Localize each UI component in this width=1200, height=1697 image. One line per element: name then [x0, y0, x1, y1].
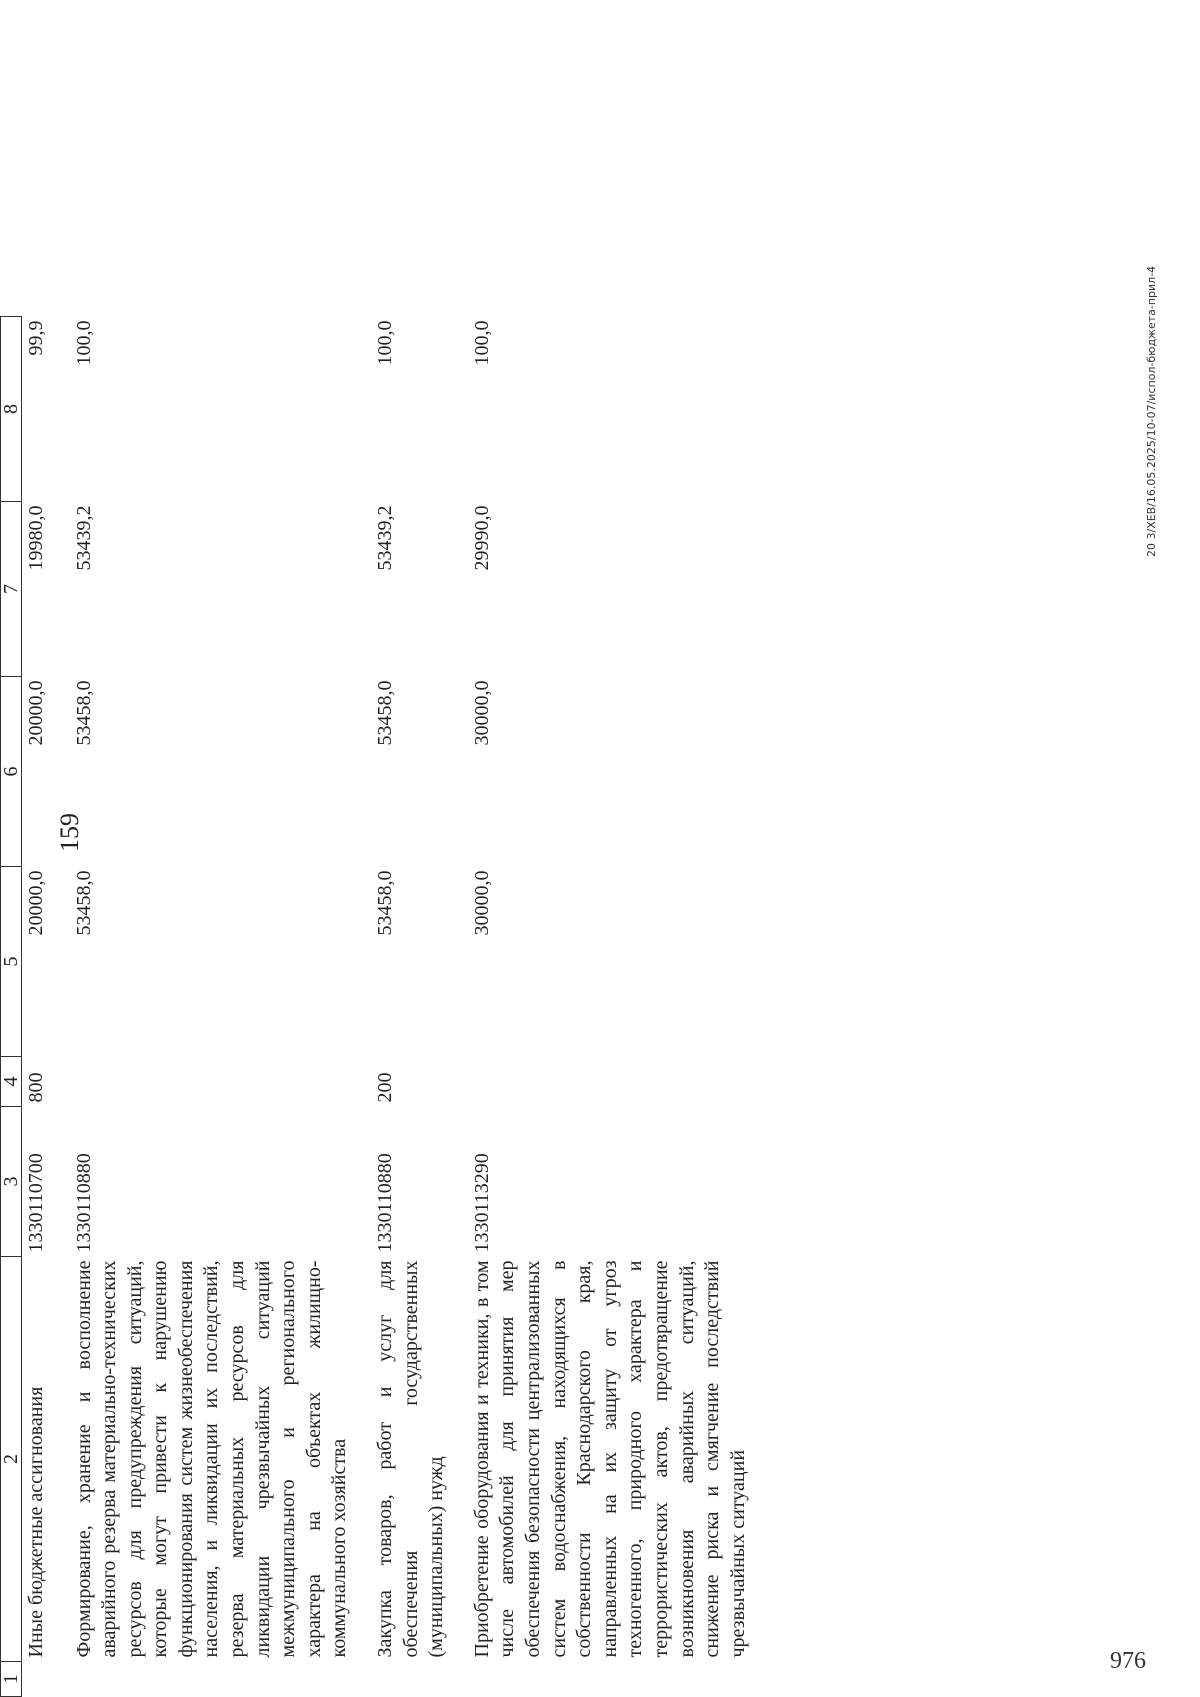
header-col-4: 4: [1, 1057, 22, 1107]
cell-name: Закупка товаров, работ и услуг для обеспечения государственных (муниципальных) нужд: [374, 1260, 448, 1658]
cell-value-5: 53458,0: [72, 870, 95, 936]
footer-document-code: 20 3/XEB/16.05.2025/10-07/испол-бюджета-прил-4: [1145, 265, 1158, 557]
cell-value-5: 53458,0: [374, 870, 397, 936]
cell-value-7: 53439,2: [72, 505, 95, 571]
cell-value-8: 100,0: [72, 320, 95, 366]
sheet-number: 976: [1110, 1648, 1146, 1674]
table-row: [22, 317, 70, 1697]
cell-type: [70, 1057, 372, 1107]
cell-value-6: 20000,0: [25, 680, 47, 746]
header-col-7: 7: [1, 502, 22, 677]
page-number: 159: [55, 813, 84, 852]
cell-name: Иные бюджетные ассигнования: [25, 1386, 47, 1658]
cell-value-7: 19980,0: [25, 505, 47, 571]
table-row: [371, 317, 468, 1697]
cell-index: [70, 1662, 372, 1697]
cell-value-5: 20000,0: [25, 870, 47, 936]
cell-value-6: 30000,0: [470, 680, 493, 746]
cell-type: 800: [25, 1072, 47, 1103]
cell-index: [468, 1662, 754, 1697]
cell-value-5: 30000,0: [470, 870, 493, 936]
table-row: [70, 317, 372, 1697]
header-col-3: 3: [1, 1107, 22, 1257]
cell-code: 1330110700: [25, 1153, 47, 1253]
table-row: [468, 317, 754, 1697]
cell-value-8: 100,0: [470, 320, 493, 366]
cell-value-8: 99,9: [25, 320, 47, 356]
cell-code: 1330110880: [374, 1153, 397, 1253]
table-header-row: [1, 317, 22, 1697]
cell-code: 1330113290: [470, 1153, 493, 1253]
cell-value-6: 53458,0: [374, 680, 397, 746]
cell-index: [371, 1662, 468, 1697]
header-col-5: 5: [1, 867, 22, 1057]
cell-value-6: 53458,0: [72, 680, 95, 746]
header-col-6: 6: [1, 677, 22, 867]
header-col-2: 2: [1, 1257, 22, 1662]
cell-name: Формирование, хранение и восполнение аварийного резерва материально-технических ресурсов для предупреждения ситуаций, которые могут привести к нарушению функционирования систем жизнеобеспечения населения, и ликвидации их последствий, резерва материальных ресурсов для ликвидации чрезвычайных ситуаций межмуниципального и регионального характера на объектах жилищно-коммунального хозяйства: [72, 1260, 351, 1658]
cell-name: Приобретение оборудования и техники, в том числе автомобилей для принятия мер обеспечения безопасности централизованных систем водоснабжения, находящихся в собственности Краснодарского края, направленных на их защиту от угроз техногенного, природного характера и террористических актов, предотвращение возникновения аварийных ситуаций, снижение риска и смягчение последствий чрезвычайных ситуаций: [470, 1260, 749, 1658]
cell-value-8: 100,0: [374, 320, 397, 366]
header-col-1: 1: [1, 1662, 22, 1697]
cell-type: [468, 1057, 754, 1107]
header-col-8: 8: [1, 317, 22, 502]
cell-type: 200: [374, 1072, 397, 1103]
cell-value-7: 53439,2: [374, 505, 397, 571]
cell-index: [22, 1662, 70, 1697]
cell-code: 1330110880: [72, 1153, 95, 1253]
budget-table: [0, 316, 753, 1697]
cell-value-7: 29990,0: [470, 505, 493, 571]
